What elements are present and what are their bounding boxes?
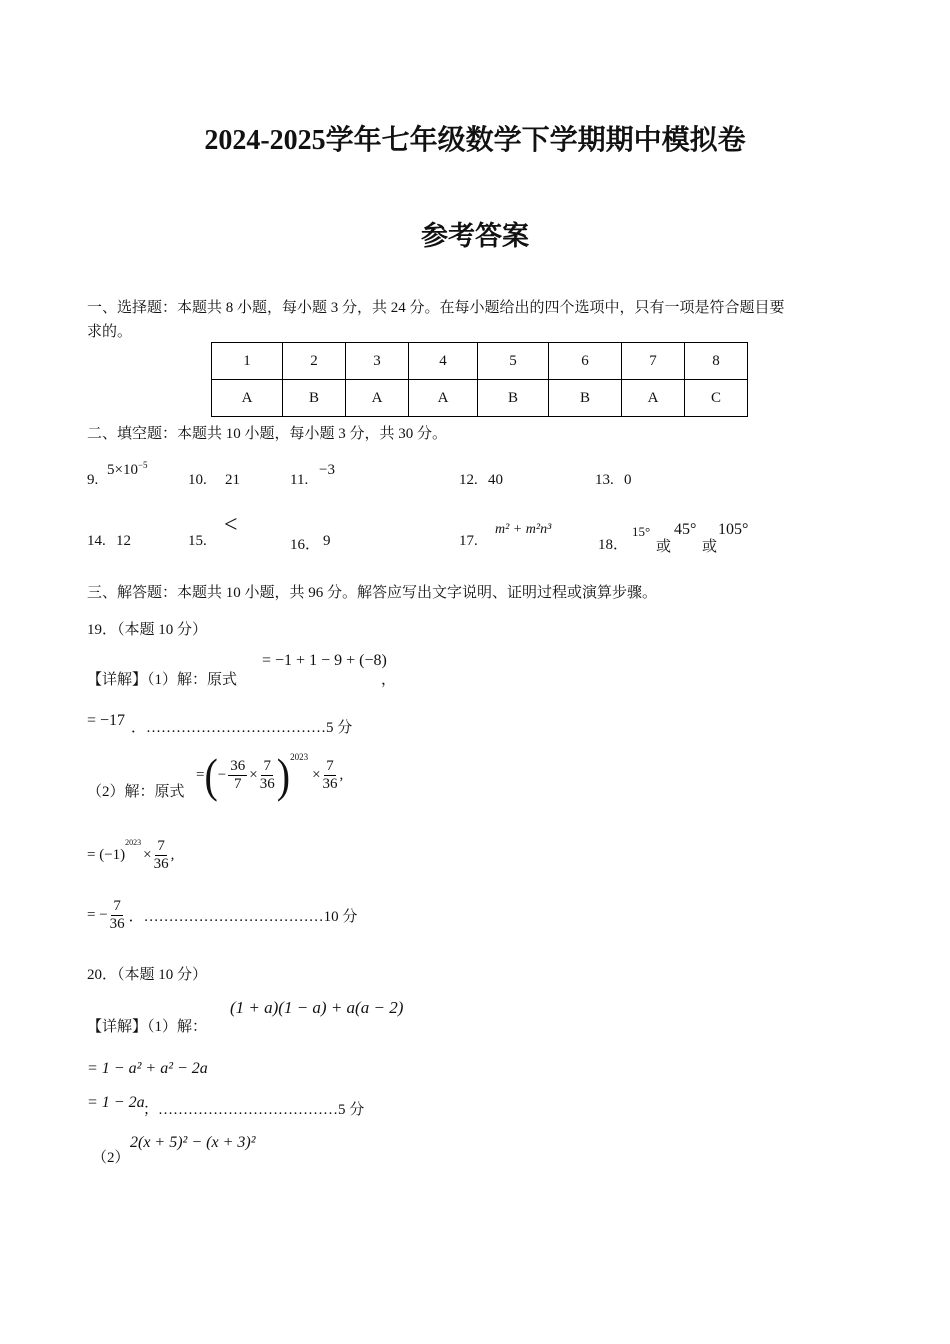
fraction: $\frac{7}{36}$ (153, 838, 169, 872)
q9-answer (107, 460, 148, 479)
q14-answer: 12 (116, 533, 131, 549)
q20-part2-expression: 2(x + 5)² − (x + 3)² (130, 1134, 256, 1151)
table-cell: B (478, 380, 549, 417)
answer-table (211, 342, 748, 417)
q11-number: 11. (290, 472, 309, 488)
q19-part2-line2: = (−1) 2023 × $\frac{7}{36}$ , (87, 838, 175, 872)
q18-or-1: 或 (656, 539, 672, 555)
q15-answer: < (224, 512, 238, 538)
table-cell: 1 (212, 343, 283, 380)
table-cell: B (549, 380, 622, 417)
table-cell: 6 (549, 343, 622, 380)
table-cell: B (283, 380, 346, 417)
q19-part2-label: （2）解：原式 (87, 784, 185, 800)
left-paren-icon: ( (204, 748, 218, 803)
table-cell: 5 (478, 343, 549, 380)
document-title: 2024-2025学年七年级数学下学期期中模拟卷 (204, 125, 746, 156)
q19-part1-score: ．………………………………5 分 (131, 720, 353, 736)
q19-part2-exponent: 2023 (290, 752, 309, 762)
q20-part1-expression: (1 + a)(1 − a) + a(a − 2) (230, 998, 404, 1017)
section1-heading: 一、选择题：本题共 8 小题，每小题 3 分，共 24 分。在每小题给出的四个选项中，只有一项是符合题目要 (87, 300, 785, 316)
q20-part1-score: ；………………………………5 分 (143, 1102, 365, 1118)
q10-answer: 21 (225, 472, 240, 488)
q9-answer-base: 5×10 (107, 462, 138, 478)
q18-answer-a: 15° (632, 524, 651, 539)
q19-part1-expression: = −1 + 1 − 9 + (−8) (262, 652, 387, 669)
q18-number: 18． (598, 537, 629, 553)
right-paren-icon: ) (276, 748, 291, 803)
q16-answer: 9 (323, 533, 331, 549)
table-cell: A (346, 380, 409, 417)
q20-part1-line2: = 1 − a² + a² − 2a (87, 1060, 208, 1077)
table-cell: 8 (685, 343, 748, 380)
q13-answer: 0 (624, 472, 632, 488)
q9-answer-exponent: −5 (137, 460, 148, 470)
q19-part2-expression: = ( − $\frac{36}{7}$ × $\frac{7}{36}$ ) 2023 × $\frac{7}{36}$ , (196, 748, 344, 803)
q20-label: 20．（本题 10 分） (87, 967, 208, 983)
q17-number: 17. (459, 533, 478, 549)
fraction: $\frac{7}{36}$ (322, 758, 338, 792)
table-cell: 3 (346, 343, 409, 380)
q15-number: 15. (188, 533, 207, 549)
q19-part1-comma: ， (381, 672, 397, 688)
table-cell: 4 (409, 343, 478, 380)
q19-part2-score: ．………………………………10 分 (128, 909, 358, 925)
fraction: $\frac{7}{36}$ (109, 898, 125, 932)
section3-heading: 三、解答题：本题共 10 小题，共 96 分。解答应写出文字说明、证明过程或演算步骤。 (87, 585, 658, 601)
q20-part1-line3: = 1 − 2a (87, 1094, 145, 1111)
q9-number: 9. (87, 472, 99, 488)
q13-number: 13. (595, 472, 614, 488)
fraction: $\frac{36}{7}$ (230, 758, 246, 792)
q10-number: 10. (188, 472, 207, 488)
q19-part1-result: = −17 (87, 712, 126, 729)
fraction: $\frac{7}{36}$ (259, 758, 275, 792)
q18-answer-c: 105° (718, 521, 749, 538)
q18-or-2: 或 (702, 539, 718, 555)
section2-heading: 二、填空题：本题共 10 小题，每小题 3 分，共 30 分。 (87, 426, 448, 442)
answer-key-heading: 参考答案 (421, 221, 529, 251)
table-cell: C (685, 380, 748, 417)
answer-row (212, 380, 748, 417)
question-number-row (212, 343, 748, 380)
q12-answer: 40 (488, 472, 503, 488)
q20-part2-label: （2） (92, 1150, 130, 1166)
table-cell: A (409, 380, 478, 417)
table-cell: 2 (283, 343, 346, 380)
q19-label: 19．（本题 10 分） (87, 622, 208, 638)
q19-part2-line3: = − $\frac{7}{36}$ ．………………………………10 分 (87, 898, 358, 932)
q17-answer: m² + m²n³ (495, 522, 552, 537)
q18-answer-b: 45° (674, 521, 697, 538)
q16-number: 16． (290, 537, 321, 553)
section1-heading-cont: 求的。 (87, 324, 133, 340)
table-cell: A (622, 380, 685, 417)
q12-number: 12. (459, 472, 478, 488)
q14-number: 14. (87, 533, 106, 549)
q11-answer: −3 (319, 462, 335, 478)
table-cell: A (212, 380, 283, 417)
q19-detail-label: 【详解】（1）解：原式 (87, 672, 238, 688)
table-cell: 7 (622, 343, 685, 380)
q20-detail-label: 【详解】（1）解： (87, 1019, 208, 1035)
